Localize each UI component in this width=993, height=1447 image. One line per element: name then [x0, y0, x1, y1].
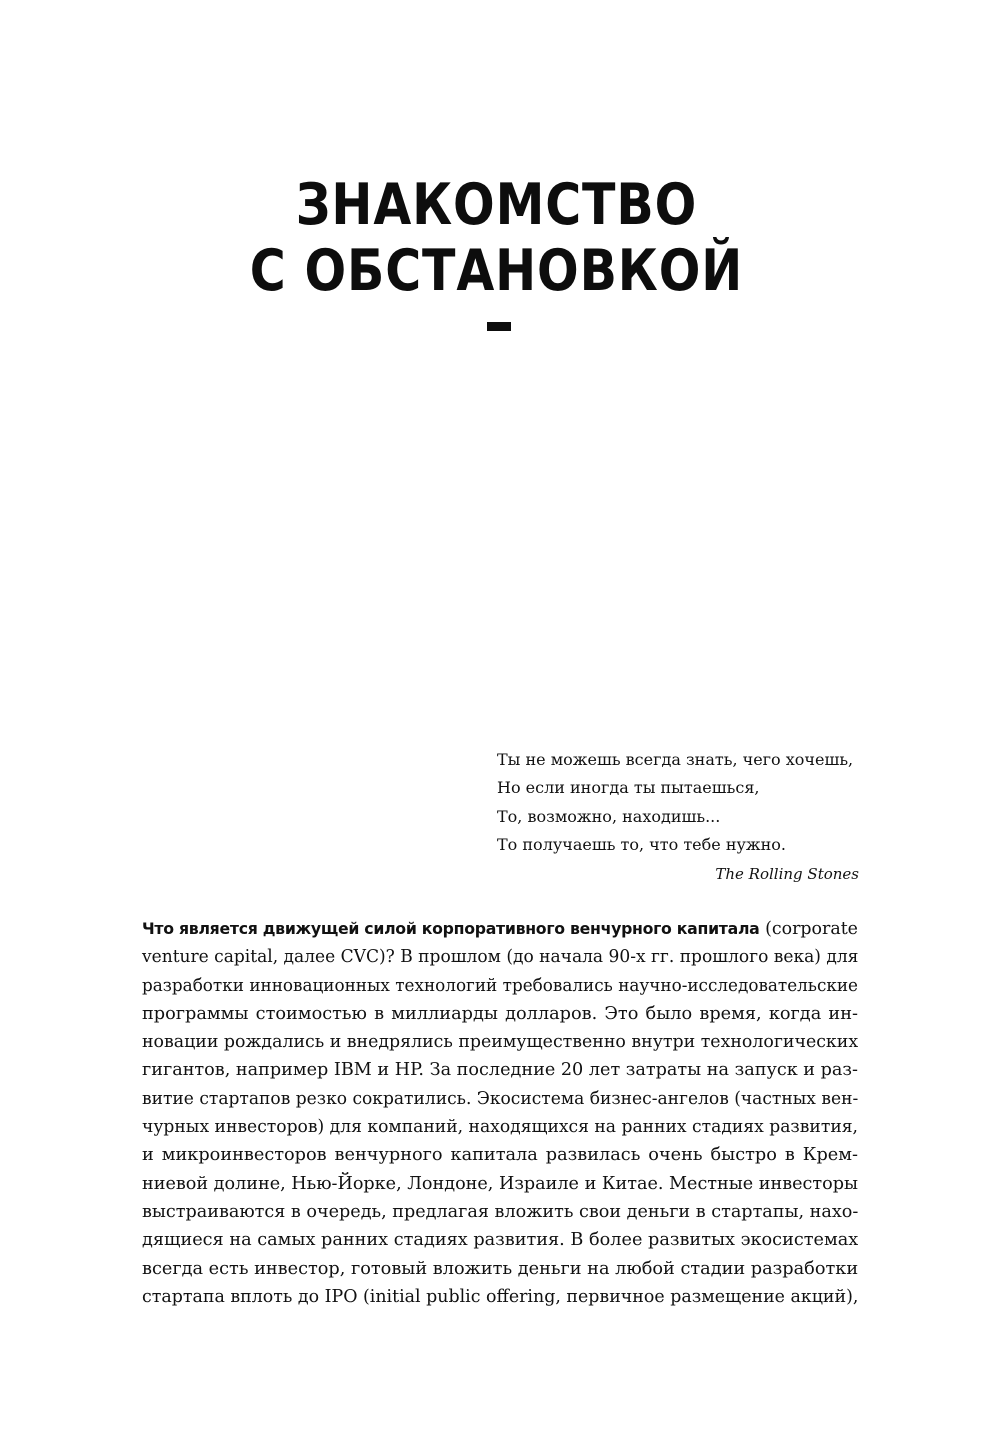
epigraph: [497, 746, 859, 888]
body-line: разработки инновационных технологий требовались научно-исследовательские: [142, 975, 858, 996]
lead-question: Что является движущей силой корпоративного венчурного капитала: [142, 919, 760, 938]
body-line: всегда есть инвестор, готовый вложить деньги на любой стадии разработки: [142, 1258, 859, 1279]
body-line: стартапа вплоть до IPO (initial public offering, первичное размещение акций),: [142, 1286, 859, 1307]
body-paragraph: [142, 915, 858, 1311]
chapter-title-line-2: С ОБСТАНОВКОЙ: [249, 238, 744, 304]
body-line: витие стартапов резко сократились. Экосистема бизнес-ангелов (частных вен-: [142, 1088, 859, 1109]
epigraph-line: То, возможно, находишь...: [497, 806, 721, 826]
body-line: выстраиваются в очередь, предлагая вложить свои деньги в стартапы, нахо-: [142, 1201, 859, 1222]
body-line: ниевой долине, Нью-Йорке, Лондоне, Израиле и Китае. Местные инвесторы: [142, 1173, 858, 1194]
body-line: новации рождались и внедрялись преимущественно внутри технологических: [142, 1032, 859, 1053]
epigraph-line: То получаешь то, что тебе нужно.: [497, 834, 787, 854]
epigraph-line: Ты не можешь всегда знать, чего хочешь,: [497, 750, 854, 769]
epigraph-attribution: The Rolling Stones: [715, 865, 859, 884]
title-dash-divider: [487, 322, 511, 331]
chapter-title: [69, 172, 923, 304]
body-line: [142, 915, 858, 943]
epigraph-line: Но если иногда ты пытаешься,: [497, 778, 760, 798]
body-line: дящиеся на самых ранних стадиях развития. В более развитых экосистемах: [142, 1230, 859, 1251]
body-line: гигантов, например IBM и HP. За последние 20 лет затраты на запуск и раз-: [142, 1060, 858, 1081]
chapter-title-line-1: ЗНАКОМСТВО: [295, 172, 698, 238]
body-line-fragment: (corporate: [765, 919, 858, 939]
body-line: venture capital, далее CVC)? В прошлом (до начала 90-х гг. прошлого века) для: [142, 947, 859, 968]
body-line: и микроинвесторов венчурного капитала развилась очень быстро в Крем-: [142, 1145, 858, 1166]
body-line: программы стоимостью в миллиарды долларов. Это было время, когда ин-: [142, 1003, 858, 1024]
body-line: чурных инвесторов) для компаний, находящихся на ранних стадиях развития,: [142, 1117, 859, 1138]
